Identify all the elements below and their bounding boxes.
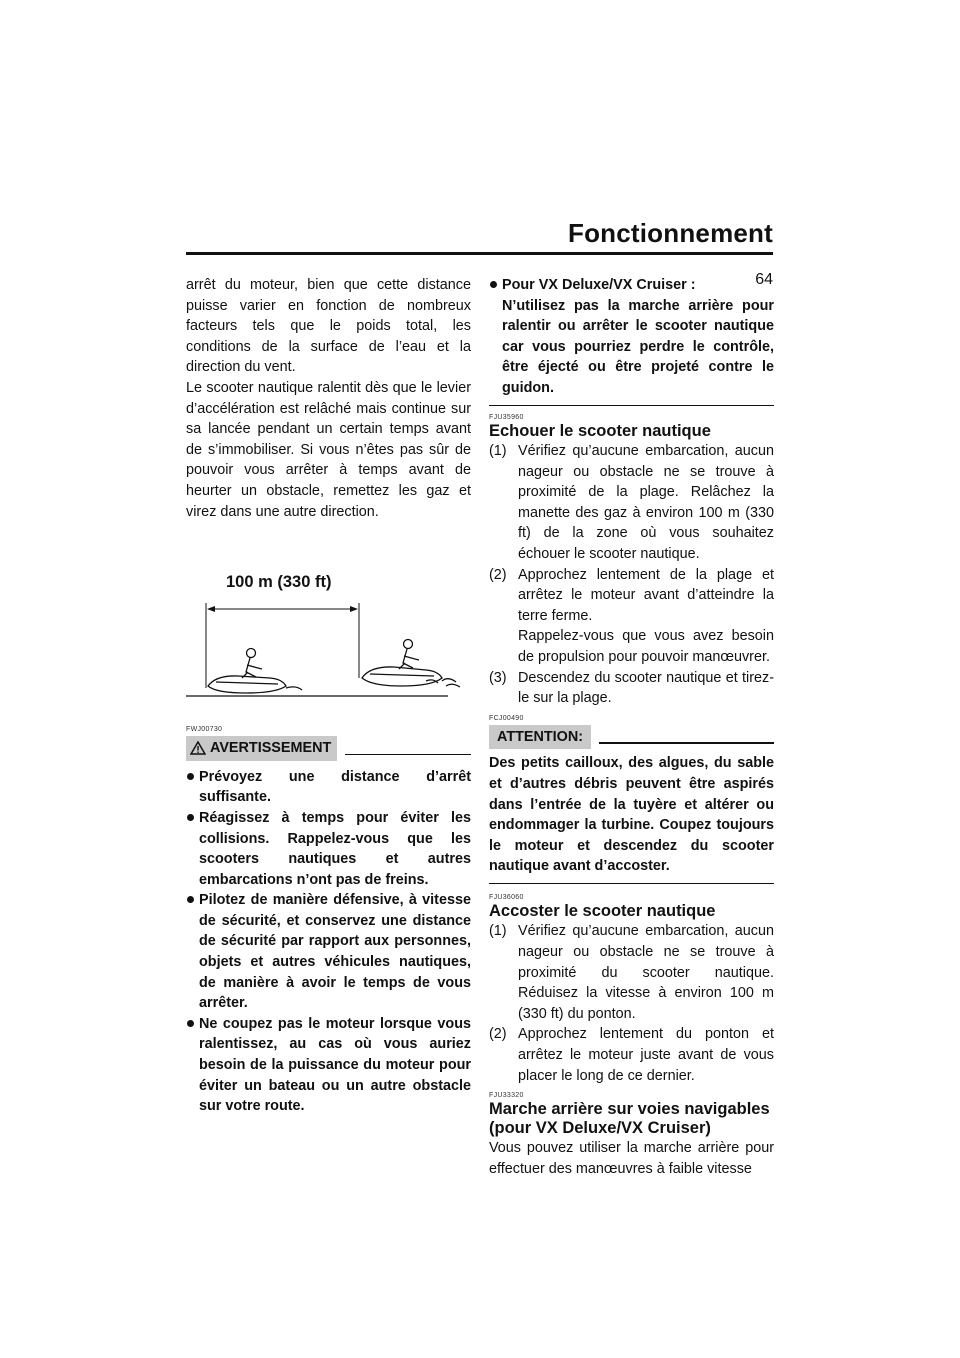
warning-code: FWJ00730 bbox=[186, 726, 223, 734]
dock-step-2 bbox=[489, 1024, 774, 1086]
section-reverse-text: Vous pouvez utiliser la marche arrière pour effectuer des manœuvres à faible vitesse bbox=[489, 1140, 774, 1177]
watercraft-left-icon bbox=[208, 649, 302, 694]
page-header-title: Fonctionnement bbox=[567, 218, 773, 248]
warning-header bbox=[186, 736, 471, 761]
dock-step-2-text: Approchez lentement du ponton et arrêtez le moteur juste avant de vous placer le long de ce dernier. bbox=[518, 1026, 774, 1084]
beach-step-2-num: (2) bbox=[489, 566, 507, 583]
beach-step-2-extra: Rappelez-vous que vous avez besoin de propulsion pour pouvoir manœuvrer. bbox=[518, 628, 774, 665]
section-reverse-title-line2: (pour VX Deluxe/VX Cruiser) bbox=[489, 1119, 711, 1138]
beach-step-2 bbox=[489, 565, 774, 668]
intro-paragraph-2: Le scooter nautique ralentit dès que le levier d’accélération est relâché mais continue sur sa lancée pendant un certain temps avant de s’immobiliser. Si vous n’êtes pas sûr de pouvoir vous arrêter à temps avant de heurter un obstacle, remettez les gaz et virez dans une autre direction. bbox=[186, 379, 471, 520]
warning-bullet-list bbox=[186, 767, 471, 1117]
arrow-head-right bbox=[350, 606, 358, 612]
warning-bullet-3: Pilotez de manière défensive, à vitesse de sécurité, et conservez une distance de sécurité par rapport aux personnes, objets et autres véhicules nautiques, de manière à avoir le temps de vous arrêter. bbox=[186, 890, 471, 1014]
section-reverse-title-line1: Marche arrière sur voies navigables bbox=[489, 1100, 770, 1119]
attention-text: Des petits cailloux, des algues, du sable et d’autres débris peuvent être aspirés dans l’entrée de la tuyère et altérer ou endommager la turbine. Coupez toujours le moteur et descendez du scooter nautique avant d’accoster. bbox=[489, 755, 774, 875]
section-reverse-code: FJU33320 bbox=[489, 1092, 524, 1100]
beach-step-1 bbox=[489, 441, 774, 565]
warning-bullet-vx bbox=[489, 275, 774, 399]
watercraft-right-icon bbox=[362, 640, 460, 688]
warning-bullet-4: Ne coupez pas le moteur lorsque vous ralentissez, au cas où vous auriez besoin de la puissance du moteur pour éviter un bateau ou un autre obstacle sur votre route. bbox=[186, 1014, 471, 1117]
warning-bullet-vx-title: Pour VX Deluxe/VX Cruiser : bbox=[502, 277, 696, 293]
dock-step-2-num: (2) bbox=[489, 1026, 507, 1043]
section-dock-code: FJU36060 bbox=[489, 894, 524, 902]
header-rule bbox=[186, 252, 773, 255]
attention-tag bbox=[489, 725, 591, 750]
section-beach-steps bbox=[489, 441, 774, 709]
dock-step-1-text: Vérifiez qu’aucune embarcation, aucun nageur ou obstacle ne se trouve à proximité du scooter nautique. Réduisez la vitesse à environ 100 m (330 ft) du ponton. bbox=[518, 923, 774, 1022]
section-beach-code: FJU35960 bbox=[489, 414, 524, 422]
warning-bullet-2: Réagissez à temps pour éviter les collisions. Rappelez-vous que les scooters nautiques et autres embarcations n’ont pas de freins. bbox=[186, 808, 471, 890]
intro-paragraph-1: arrêt du moteur, bien que cette distance puisse varier en fonction de nombreux facteurs tels que le poids total, les conditions de la surface de l’eau et la direction du vent. bbox=[186, 277, 471, 376]
warning-triangle-icon bbox=[190, 741, 206, 755]
attention-end-rule bbox=[489, 883, 774, 885]
warning-tag bbox=[186, 736, 337, 761]
beach-step-2-text: Approchez lentement de la plage et arrêtez le moteur avant d’atteindre la terre ferme. bbox=[518, 566, 774, 624]
right-column bbox=[489, 275, 774, 1179]
stopping-distance-figure bbox=[186, 568, 471, 718]
dock-step-1 bbox=[489, 921, 774, 1024]
beach-step-1-num: (1) bbox=[489, 443, 507, 460]
attention-header bbox=[489, 725, 774, 750]
warning-bullet-vx-text: N’utilisez pas la marche arrière pour ralentir ou arrêter le scooter nautique car vous pourriez perdre le contrôle, être éjecté ou être projeté contre le guidon. bbox=[502, 297, 774, 396]
warning-end-rule bbox=[489, 405, 774, 407]
section-dock-steps bbox=[489, 921, 774, 1086]
distance-label: 100 m (330 ft) bbox=[226, 573, 332, 592]
section-reverse-title bbox=[489, 1100, 774, 1138]
attention-header-rule bbox=[599, 742, 774, 744]
arrow-head-left bbox=[207, 606, 215, 612]
beach-step-3-text: Descendez du scooter nautique et tirez-le sur la plage. bbox=[518, 669, 774, 707]
warning-bullet-1: Prévoyez une distance d’arrêt suffisante. bbox=[186, 767, 471, 808]
attention-code: FCJ00490 bbox=[489, 714, 524, 722]
warning-label: AVERTISSEMENT bbox=[210, 740, 332, 757]
section-dock-title: Accoster le scooter nautique bbox=[489, 902, 716, 921]
warning-header-rule bbox=[345, 754, 471, 756]
beach-step-3-num: (3) bbox=[489, 669, 507, 686]
beach-step-1-text: Vérifiez qu’aucune embarcation, aucun nageur ou obstacle ne se trouve à proximité de la plage. Relâchez la manette des gaz à environ 100 m (330 ft) de la zone où vous souhaitez échouer le scooter nautique. bbox=[518, 443, 774, 563]
warning-continuation bbox=[489, 275, 774, 399]
dock-step-1-num: (1) bbox=[489, 923, 507, 940]
page-number: 64 bbox=[755, 271, 773, 288]
beach-step-3 bbox=[489, 668, 774, 709]
left-column bbox=[186, 275, 471, 1117]
attention-label: ATTENTION: bbox=[497, 728, 584, 745]
section-beach-title: Echouer le scooter nautique bbox=[489, 422, 711, 441]
